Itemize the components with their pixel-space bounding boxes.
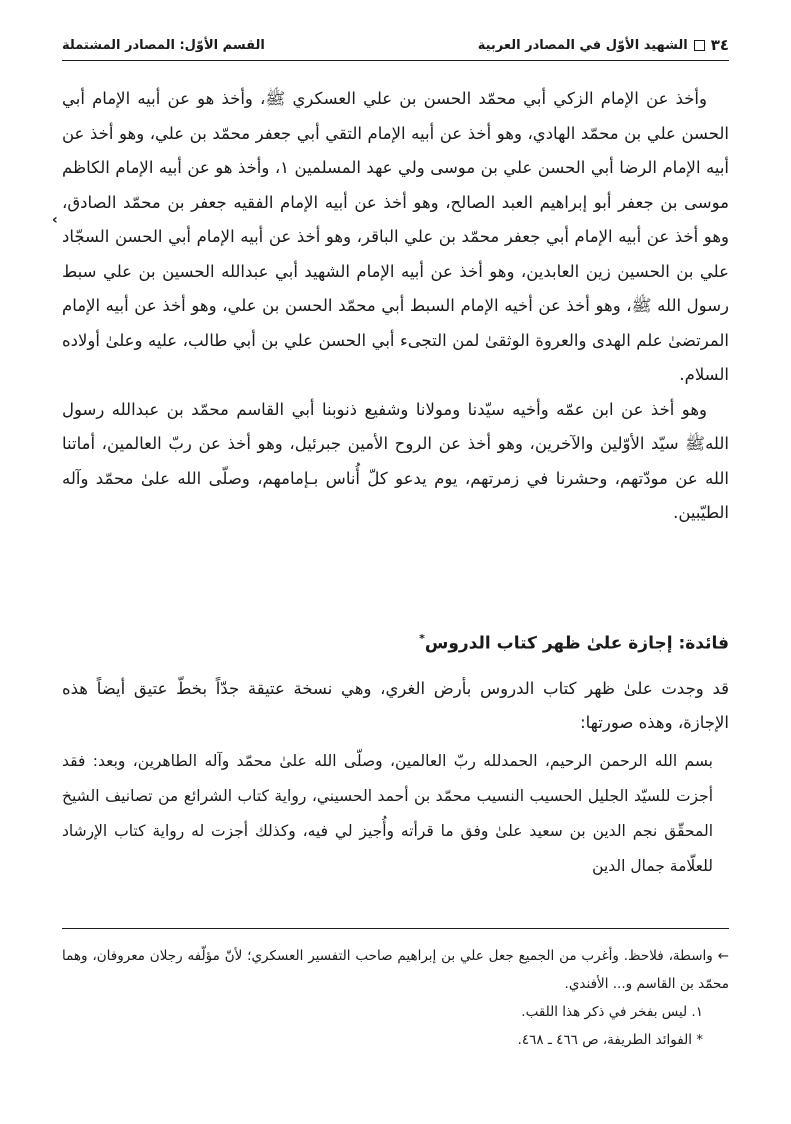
footnote-divider <box>62 928 729 929</box>
section-heading-mark: * <box>419 632 425 645</box>
header-right <box>478 36 729 54</box>
section-intro: قد وجدت علىٰ ظهر كتاب الدروس بأرض الغري، وهي نسخة عتيقة جدّاً بخطّ عتيق أيضاً هذه الإجازة، وهذه صورتها: <box>62 679 729 732</box>
footnote-star: * الفوائد الطريفة، ص ٤٦٦ ـ ٤٦٨. <box>517 1032 703 1048</box>
page-number: ٣٤ <box>710 36 729 54</box>
page-header <box>62 32 729 58</box>
margin-mark: ‹ <box>52 212 58 228</box>
ijaza-quote: بسم الله الرحمن الرحيم، الحمدلله ربّ العالمين، وصلّى الله علىٰ محمّد وآله الطاهرين، وبعد: فقد أجزت للسيّد الجليل الحسيب النسيب محمّد بن أحمد الحسيني، رواية كتاب الشرائع من تصانيف الشيخ المحقّق نجم الدين بن سعيد علىٰ وفق ما قرأته وأُجيز لي فيه، وكذلك أجزت له رواية كتاب الإرشاد للعلّامة جمال الدين <box>62 752 713 875</box>
paragraph-chain-of-narration: وأخذ عن الإمام الزكي أبي محمّد الحسن بن علي العسكري ﷺ، وأخذ هو عن أبيه الإمام أبي الحسن علي بن محمّد الهادي، وهو أخذ عن أبيه الإمام التقي أبي جعفر محمّد بن علي، وهو أخذ عن أبيه الإمام الرضا أبي الحسن علي بن موسى ولي عهد المسلمين ١، وأخذ هو عن أبيه الإمام الكاظم موسى بن جعفر أبو إبراهيم العبد الصالح، وهو أخذ عن أبيه الإمام الفقيه جعفر بن محمّد الصادق، وهو أخذ عن أبيه الإمام أبي جعفر محمّد بن علي الباقر، وهو أخذ عن أبيه الإمام أبي الحسن السجّاد علي بن الحسين زين العابدين، وهو أخذ عن أبيه الإمام الشهيد أبي عبدالله الحسين بن علي سبط رسول الله ﷺ، وهو أخذ عن أخيه الإمام السبط أبي محمّد الحسن بن علي، وهو أخذ عن أبيه الإمام المرتضىٰ علم الهدى والعروة الوثقىٰ لمن التجىء أبي الحسن علي بن أبي طالب، عليه وعلىٰ أولاده السلام. <box>62 89 730 384</box>
footnotes <box>62 942 729 1054</box>
square-ornament-icon <box>694 40 705 51</box>
section-heading-text: فائدة: إجازة علىٰ ظهر كتاب الدروس <box>424 633 729 654</box>
running-title: الشهيد الأوّل في المصادر العربية <box>477 37 688 53</box>
footnote-1: ١. ليس بفخر في ذكر هذا اللقب. <box>521 1004 703 1020</box>
footnote-continued: ← واسطة، فلاحظ. وأغرب من الجميع جعل علي بن إبراهيم صاحب التفسير العسكري؛ لأنّ مؤلّفه رجلان معروفان، وهما محمّد بن القاسم و... الأفندي. <box>62 948 729 992</box>
header-divider <box>62 60 729 61</box>
section-heading <box>62 632 729 654</box>
main-text <box>62 82 729 531</box>
paragraph-prophet-chain: وهو أخذ عن ابن عمّه وأخيه سيّدنا ومولانا وشفيع ذنوبنا أبي القاسم محمّد بن عبدالله رسول اللهﷺ سيّد الأوّلين والآخرين، وهو أخذ عن الروح الأمين جبرئيل، وهو أخذ عن ربّ العالمين، أماتنا الله عن مودّتهم، وحشرنا في زمرتهم، يوم يدعو كلّ أُناس بـإمامهم، وصلّى الله علىٰ محمّد وآله الطيّبين. <box>62 399 729 522</box>
header-section-title: القسم الأوّل: المصادر المشتملة <box>62 37 265 53</box>
